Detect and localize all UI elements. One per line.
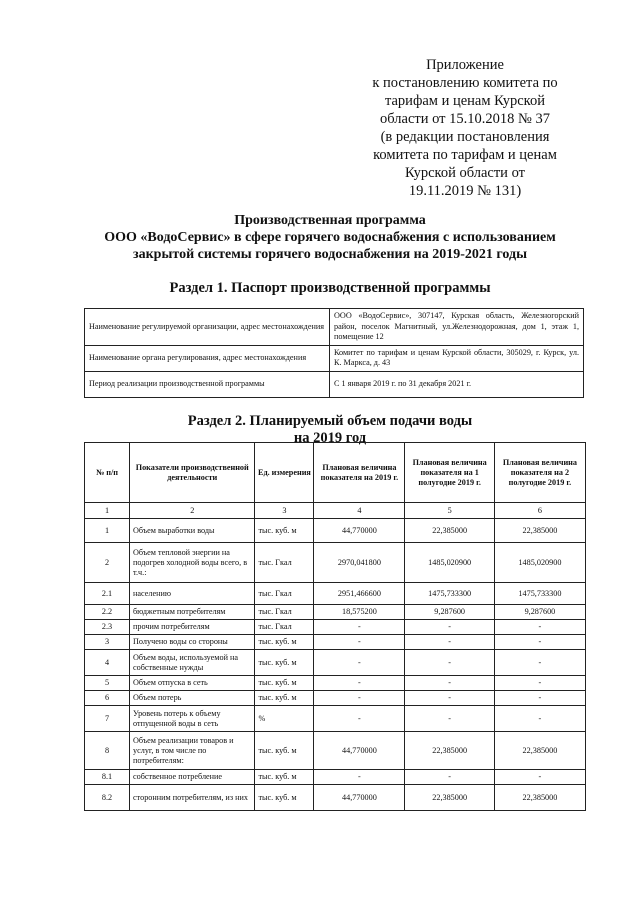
passport-row xyxy=(85,309,584,346)
row-half1: 1475,733300 xyxy=(405,583,494,605)
row-indicator: Получено воды со стороны xyxy=(130,635,255,650)
row-indicator: Объем выработки воды xyxy=(130,519,255,543)
passport-row xyxy=(85,371,584,397)
row-half2: - xyxy=(494,635,585,650)
row-half1: 22,385000 xyxy=(405,785,494,811)
column-index: 5 xyxy=(405,503,494,519)
header-indicator: Показатели производственной деятельности xyxy=(130,443,255,503)
table-row xyxy=(85,605,586,620)
row-number: 2.1 xyxy=(85,583,130,605)
row-half1: 1485,020900 xyxy=(405,543,494,583)
table-row xyxy=(85,519,586,543)
row-number: 3 xyxy=(85,635,130,650)
appendix-line: Приложение xyxy=(426,57,504,73)
program-title xyxy=(70,212,590,263)
row-planned-2019: 2951,466600 xyxy=(314,583,405,605)
row-indicator: сторонним потребителям, из них xyxy=(130,785,255,811)
row-half1: - xyxy=(405,650,494,676)
row-number: 4 xyxy=(85,650,130,676)
row-half1: - xyxy=(405,706,494,732)
row-number: 6 xyxy=(85,691,130,706)
row-planned-2019: - xyxy=(314,635,405,650)
appendix-line: комитета по тарифам и ценам xyxy=(373,147,557,163)
row-planned-2019: 44,770000 xyxy=(314,732,405,770)
row-unit: тыс. куб. м xyxy=(255,691,314,706)
row-planned-2019: - xyxy=(314,620,405,635)
table-row xyxy=(85,706,586,732)
row-unit: тыс. Гкал xyxy=(255,583,314,605)
table-row xyxy=(85,785,586,811)
row-number: 8 xyxy=(85,732,130,770)
row-half2: - xyxy=(494,691,585,706)
row-number: 2 xyxy=(85,543,130,583)
passport-row xyxy=(85,345,584,371)
row-number: 2.2 xyxy=(85,605,130,620)
row-planned-2019: 44,770000 xyxy=(314,785,405,811)
row-number: 7 xyxy=(85,706,130,732)
row-unit: тыс. куб. м xyxy=(255,635,314,650)
row-indicator: Объем отпуска в сеть xyxy=(130,676,255,691)
row-unit: тыс. куб. м xyxy=(255,785,314,811)
row-number: 8.1 xyxy=(85,770,130,785)
row-half1: 9,287600 xyxy=(405,605,494,620)
volume-table xyxy=(84,442,586,811)
appendix-line: 19.11.2019 № 131) xyxy=(408,183,522,199)
row-number: 5 xyxy=(85,676,130,691)
row-indicator: Объем воды, используемой на собственные нужды xyxy=(130,650,255,676)
row-indicator: Объем тепловой энергии на подогрев холодной воды всего, в т.ч.: xyxy=(130,543,255,583)
appendix-block xyxy=(360,56,570,200)
row-planned-2019: - xyxy=(314,691,405,706)
passport-value: Комитет по тарифам и ценам Курской области, 305029, г. Курск, ул. К. Маркса, д. 43 xyxy=(330,345,584,371)
header-planned-2019: Плановая величина показателя на 2019 г. xyxy=(314,443,405,503)
table-row xyxy=(85,691,586,706)
row-number: 8.2 xyxy=(85,785,130,811)
header-num: № п/п xyxy=(85,443,130,503)
header-unit: Ед. измерения xyxy=(255,443,314,503)
appendix-line: к постановлению комитета по xyxy=(372,75,558,91)
row-half1: - xyxy=(405,635,494,650)
row-indicator: Объем реализации товаров и услуг, в том числе по потребителям: xyxy=(130,732,255,770)
row-half2: - xyxy=(494,650,585,676)
appendix-line: тарифам и ценам Курской xyxy=(384,93,545,109)
table-row xyxy=(85,732,586,770)
table-row xyxy=(85,543,586,583)
row-indicator: бюджетным потребителям xyxy=(130,605,255,620)
header-half2: Плановая величина показателя на 2 полугодие 2019 г. xyxy=(494,443,585,503)
row-indicator: Уровень потерь к объему отпущенной воды в сеть xyxy=(130,706,255,732)
column-index: 6 xyxy=(494,503,585,519)
row-planned-2019: - xyxy=(314,770,405,785)
title-line: Производственная программа xyxy=(234,213,426,228)
row-half2: 22,385000 xyxy=(494,732,585,770)
row-half1: - xyxy=(405,620,494,635)
row-planned-2019: 18,575200 xyxy=(314,605,405,620)
row-planned-2019: 2970,041800 xyxy=(314,543,405,583)
section2-title-line: на 2019 год xyxy=(293,430,367,446)
row-unit: тыс. куб. м xyxy=(255,676,314,691)
row-indicator: населению xyxy=(130,583,255,605)
row-half1: 22,385000 xyxy=(405,732,494,770)
row-unit: тыс. Гкал xyxy=(255,605,314,620)
row-half2: 1475,733300 xyxy=(494,583,585,605)
row-half2: 9,287600 xyxy=(494,605,585,620)
row-planned-2019: 44,770000 xyxy=(314,519,405,543)
row-half1: - xyxy=(405,691,494,706)
passport-value: С 1 января 2019 г. по 31 декабря 2021 г. xyxy=(330,371,584,397)
passport-label: Период реализации производственной программы xyxy=(85,371,330,397)
column-index: 2 xyxy=(130,503,255,519)
column-index: 4 xyxy=(314,503,405,519)
section2-title-line: Раздел 2. Планируемый объем подачи воды xyxy=(187,413,473,429)
table-row xyxy=(85,583,586,605)
passport-value: ООО «ВодоСервис», 307147, Курская область, Железногорский район, поселок Магнитный, ул.Железнодорожная, дом 1, этаж 1, помещение 12 xyxy=(330,309,584,346)
table-row xyxy=(85,650,586,676)
header-half1: Плановая величина показателя на 1 полугодие 2019 г. xyxy=(405,443,494,503)
row-unit: тыс. куб. м xyxy=(255,519,314,543)
row-half1: - xyxy=(405,770,494,785)
table-row xyxy=(85,620,586,635)
column-index: 3 xyxy=(255,503,314,519)
appendix-line: (в редакции постановления xyxy=(380,129,550,145)
row-half1: - xyxy=(405,676,494,691)
row-unit: тыс. куб. м xyxy=(255,770,314,785)
row-half2: 1485,020900 xyxy=(494,543,585,583)
row-half2: - xyxy=(494,676,585,691)
row-unit: тыс. куб. м xyxy=(255,732,314,770)
column-index: 1 xyxy=(85,503,130,519)
title-line: закрытой системы горячего водоснабжения на 2019-2021 годы xyxy=(132,247,528,262)
row-planned-2019: - xyxy=(314,676,405,691)
row-number: 2.3 xyxy=(85,620,130,635)
passport-table xyxy=(84,308,584,398)
column-index-row xyxy=(85,503,586,519)
row-planned-2019: - xyxy=(314,650,405,676)
row-half2: - xyxy=(494,770,585,785)
row-number: 1 xyxy=(85,519,130,543)
row-planned-2019: - xyxy=(314,706,405,732)
appendix-line: области от 15.10.2018 № 37 xyxy=(380,111,550,127)
row-half2: 22,385000 xyxy=(494,519,585,543)
section1-title: Раздел 1. Паспорт производственной программы xyxy=(169,280,491,296)
row-half2: 22,385000 xyxy=(494,785,585,811)
row-unit: % xyxy=(255,706,314,732)
row-unit: тыс. Гкал xyxy=(255,620,314,635)
appendix-line: Курской области от xyxy=(405,165,525,181)
passport-label: Наименование органа регулирования, адрес местонахождения xyxy=(85,345,330,371)
row-indicator: Объем потерь xyxy=(130,691,255,706)
row-unit: тыс. Гкал xyxy=(255,543,314,583)
row-half1: 22,385000 xyxy=(405,519,494,543)
table-row xyxy=(85,676,586,691)
table-row xyxy=(85,770,586,785)
table-row xyxy=(85,635,586,650)
title-line: ООО «ВодоСервис» в сфере горячего водоснабжения с использованием xyxy=(104,230,556,245)
row-indicator: собственное потребление xyxy=(130,770,255,785)
passport-label: Наименование регулируемой организации, адрес местонахождения xyxy=(85,309,330,346)
row-indicator: прочим потребителям xyxy=(130,620,255,635)
row-unit: тыс. куб. м xyxy=(255,650,314,676)
volume-header-row xyxy=(85,443,586,503)
row-half2: - xyxy=(494,706,585,732)
row-half2: - xyxy=(494,620,585,635)
